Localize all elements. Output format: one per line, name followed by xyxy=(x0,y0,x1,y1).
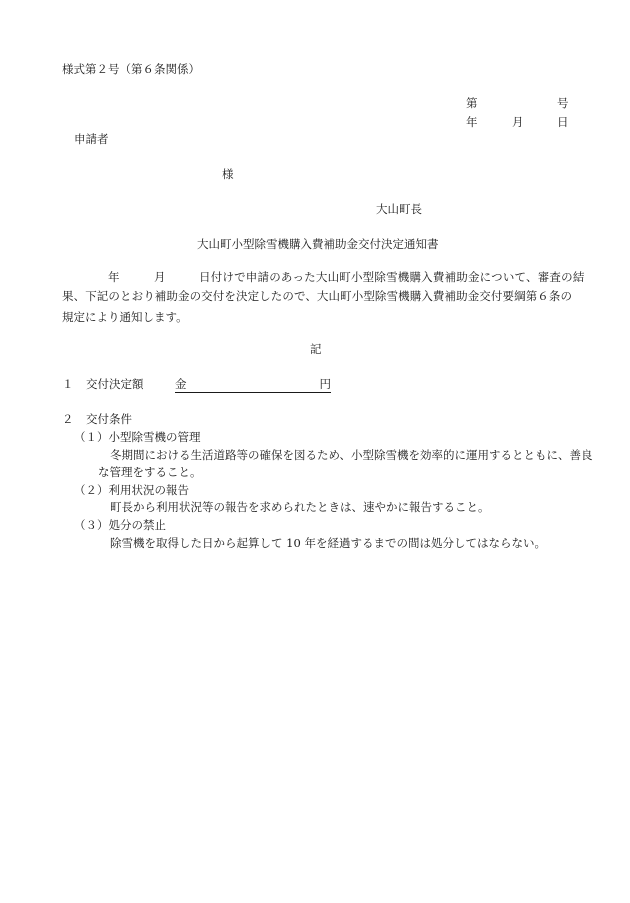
section1-label: 交付決定額 xyxy=(86,377,144,391)
condition-1-text-cont: な管理をすること。 xyxy=(98,465,202,479)
condition-3-label: （３）処分の禁止 xyxy=(74,518,166,532)
amount-kin: 金 xyxy=(175,377,187,391)
form-label: 様式第２号（第６条関係） xyxy=(62,62,200,76)
intro-year: 年 xyxy=(108,270,120,284)
section2-number: ２ xyxy=(62,412,74,426)
date-month: 月 xyxy=(512,115,524,129)
document-title: 大山町小型除雪機購入費補助金交付決定通知書 xyxy=(197,237,439,251)
number-suffix: 号 xyxy=(557,96,569,110)
date-day: 日 xyxy=(557,115,569,129)
condition-2-text: 町長から利用状況等の報告を求められたときは、速やかに報告すること。 xyxy=(110,500,490,514)
amount-underline xyxy=(175,379,331,393)
intro-line1: 日付けで申請のあった大山町小型除雪機購入費補助金について、審査の結 xyxy=(199,270,585,284)
section1-number: １ xyxy=(62,377,74,391)
applicant-label: 申請者 xyxy=(74,132,109,146)
section2-label: 交付条件 xyxy=(86,412,132,426)
condition-2-label: （２）利用状況の報告 xyxy=(74,483,189,497)
condition-3-text: 除雪機を取得した日から起算して 10 年を経過するまでの間は処分してはならない。 xyxy=(110,536,546,550)
number-prefix: 第 xyxy=(466,96,478,110)
condition-1-text: 冬期間における生活道路等の確保を図るため、小型除雪機を効率的に運用するとともに、善良 xyxy=(110,448,593,462)
amount-en: 円 xyxy=(319,377,331,391)
honorific: 様 xyxy=(222,167,234,181)
intro-body: 果、下記のとおり補助金の交付を決定したので、大山町小型除雪機購入費補助金交付要綱第６条の規定により通知します。 xyxy=(62,289,572,324)
ki-heading: 記 xyxy=(310,342,322,356)
intro-month: 月 xyxy=(154,270,166,284)
condition-1-label: （１）小型除雪機の管理 xyxy=(74,430,201,444)
date-year: 年 xyxy=(466,115,478,129)
issuer: 大山町長 xyxy=(376,202,422,216)
